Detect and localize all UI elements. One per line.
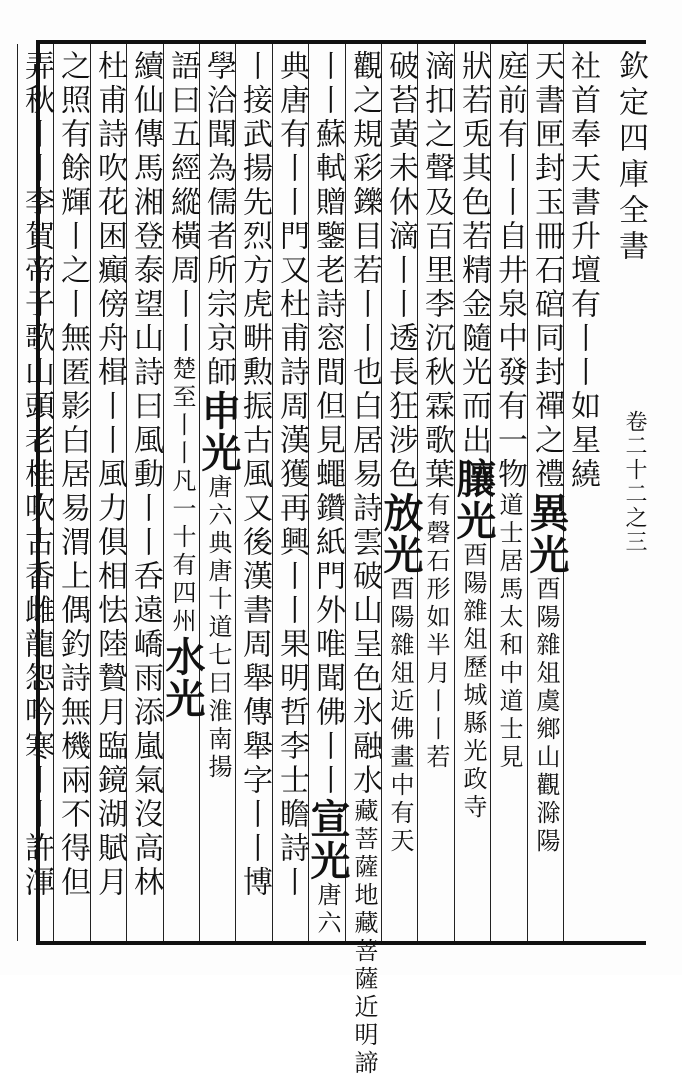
column-text: 之照有餘輝丨之丨無匿影白居易渭上偶釣詩無機兩不得但 — [55, 50, 90, 900]
text-column — [523, 50, 570, 935]
column-text: 破苔黃未休滴丨丨透長狂涉色 — [383, 50, 418, 492]
entry-heading: 申光 — [195, 390, 242, 474]
column-text: 語曰五經縱橫周丨丨 — [165, 50, 200, 356]
text-column — [129, 50, 165, 935]
text-column — [304, 50, 351, 938]
entry-annotation: 唐六 — [313, 882, 341, 938]
column-text: 天書匣封玉冊石䃔同封禪之禮 — [529, 50, 564, 492]
entry-annotation: 酉陽雜俎近佛畫中有天 — [386, 576, 414, 856]
entry-heading: 水光 — [159, 636, 206, 720]
text-column — [450, 50, 497, 935]
text-column — [420, 50, 456, 935]
page-border-bottom — [36, 941, 646, 945]
column-text: 庭前有丨丨自井泉中發有一物 — [492, 50, 527, 492]
text-column — [347, 50, 384, 1078]
text-column — [566, 50, 602, 935]
column-text: 觀之規彩鑠目若丨丨也白居易詩雲破山呈色氷融水 — [347, 50, 382, 798]
column-text: 杜甫詩吹花困癲傍舟楫丨丨風力俱相怯陸贄月臨鏡湖賦月 — [92, 50, 127, 900]
column-text: 狀若兎其色若精金隨光而出 — [456, 50, 491, 458]
entry-annotation: 藏菩薩地藏菩薩近明諦 — [350, 798, 378, 1078]
column-text: 弄秋丨丨李賀帝子歌山頭老桂吹古香雌龍怨吟寒丨丨許渾 — [19, 50, 54, 900]
text-column — [275, 50, 311, 935]
column-text: 續仙傳馬湘登泰望山詩曰風動丨丨呑遠嶠雨添嵐氣沒高林 — [128, 50, 163, 900]
column-text: 學洽聞為儒者所宗京師 — [201, 50, 236, 390]
entry-heading: 䑋光 — [450, 458, 497, 542]
column-text: 社首奉天書升壇有丨丨如星繞 — [565, 50, 600, 492]
entry-annotation: 酉陽雜俎虞鄉山觀滁陽 — [532, 576, 560, 856]
entry-annotation: 楚至丨丨凡一十有四州 — [168, 356, 196, 636]
entry-annotation: 酉陽雜俎歷城縣光政寺 — [459, 542, 487, 822]
text-column — [159, 50, 206, 935]
text-column — [493, 50, 529, 935]
text-column — [20, 50, 56, 935]
margin-book-title: 欽定四庫全書 — [613, 50, 648, 266]
column-text: 滴扣之聲及百里李沉秋霖歌葉 — [419, 50, 454, 492]
page-border-top — [36, 40, 646, 44]
entry-annotation: 道士居馬太和中道士見 — [495, 492, 523, 772]
column-text: 典唐有丨丨門又杜甫詩周漢獲再興丨丨果明哲李士瞻詩丨 — [274, 50, 309, 900]
text-column — [377, 50, 424, 935]
text-column — [56, 50, 92, 935]
entry-annotation: 唐六典唐十道七曰淮南揚 — [204, 474, 232, 782]
text-column — [195, 50, 242, 935]
entry-heading: 放光 — [377, 492, 424, 576]
entry-heading: 異光 — [523, 492, 570, 576]
column-text: 丨接武揚先烈方虎畊勲振古風又後漢書周舉傳舉字丨丨博 — [237, 50, 272, 900]
text-column — [93, 50, 129, 935]
entry-heading: 宣光 — [304, 798, 351, 882]
text-column — [238, 50, 274, 935]
column-text: 丨丨蘇軾贈鑒老詩窓間但見蠅鑽紙門外唯聞佛丨丨 — [310, 50, 345, 798]
margin-volume-number: 卷二十二之三 — [622, 410, 647, 554]
entry-annotation: 有磬石形如半月丨丨若 — [422, 492, 450, 772]
